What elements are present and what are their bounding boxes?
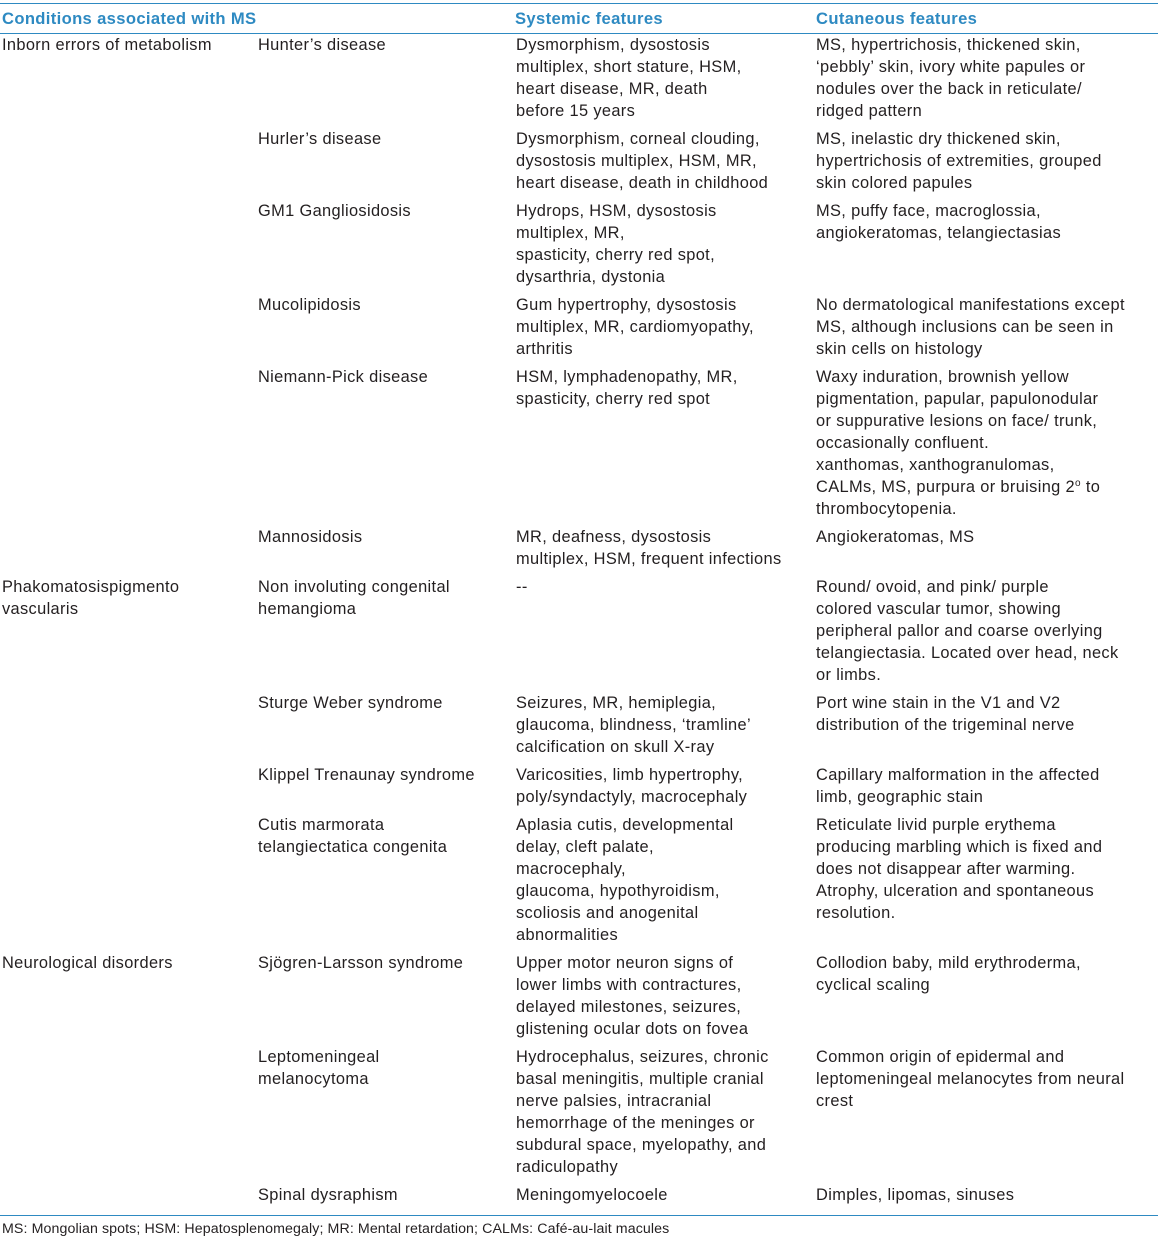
table-row [0,526,1158,576]
condition-cell: Niemann-Pick disease [258,368,429,386]
group-name-cell [0,526,256,576]
group-name-cell: Phakomatosispigmento vascularis [2,578,180,618]
cutaneous-features-cell: Collodion baby, mild erythroderma, cyclical scaling [816,954,1081,994]
header-conditions: Conditions associated with MS [0,4,514,34]
cutaneous-features-cell: MS, inelastic dry thickened skin, hypertrichosis of extremities, grouped skin colored papules [816,130,1102,192]
systemic-features-cell: Seizures, MR, hemiplegia, glaucoma, blindness, ‘tramline’ calcification on skull X-ray [516,694,751,756]
group-name-cell [0,692,256,764]
cutaneous-features-cell: Capillary malformation in the affected limb, geographic stain [816,766,1100,806]
condition-cell: Cutis marmorata telangiectatica congenita [258,816,448,856]
cutaneous-features-cell: Reticulate livid purple erythema producing marbling which is fixed and does not disappear after warming. Atrophy, ulceration and spontaneous resolution. [816,816,1103,922]
condition-cell: Spinal dysraphism [258,1186,398,1204]
condition-cell: Hurler’s disease [258,130,382,148]
group-name-cell [0,1046,256,1184]
group-name-cell: Inborn errors of metabolism [2,36,212,54]
cutaneous-text: Waxy induration, brownish yellow pigmentation, papular, papulonodular or suppurative lesions on face/ trunk, occasionally confluent. xanthomas, xanthogranulomas, CALMs, MS, purpura or bruising 2 [816,368,1099,496]
table-footnote: MS: Mongolian spots; HSM: Hepatosplenomegaly; MR: Mental retardation; CALMs: Café-au-lait macules [2,1221,670,1237]
condition-cell: Sturge Weber syndrome [258,694,443,712]
group-name-cell [0,764,256,814]
group-name-cell [0,294,256,366]
cutaneous-features-cell: Dimples, lipomas, sinuses [816,1186,1015,1204]
table-header-row [0,4,1158,34]
table-row [0,692,1158,764]
group-name-cell [0,366,256,526]
table-row [0,1184,1158,1206]
systemic-features-cell: Hydrops, HSM, dysostosis multiplex, MR, spasticity, cherry red spot, dysarthria, dystonia [516,202,717,286]
systemic-features-cell: Aplasia cutis, developmental delay, cleft palate, macrocephaly, glaucoma, hypothyroidism, scoliosis and anogenital abnormalities [516,816,734,944]
cutaneous-features-cell: MS, puffy face, macroglossia, angiokeratomas, telangiectasias [816,202,1062,242]
table-bottom-rule [0,1215,1158,1216]
condition-cell: Non involuting congenital hemangioma [258,578,450,618]
cutaneous-text-tail: to thrombocytopenia. [816,478,1101,518]
cutaneous-features-cell: Common origin of epidermal and leptomeningeal melanocytes from neural crest [816,1048,1125,1110]
condition-cell: Sjögren-Larsson syndrome [258,954,464,972]
table-row [0,200,1158,294]
table-row [0,34,1158,129]
condition-cell: Mucolipidosis [258,296,361,314]
table-row [0,814,1158,952]
condition-cell: Klippel Trenaunay syndrome [258,766,475,784]
table-row [0,764,1158,814]
table-row [0,128,1158,200]
cutaneous-features-cell [814,366,1158,526]
condition-cell: Hunter’s disease [258,36,386,54]
systemic-features-cell: Dysmorphism, corneal clouding, dysostosis multiplex, HSM, MR, heart disease, death in childhood [516,130,769,192]
cutaneous-features-cell: Round/ ovoid, and pink/ purple colored vascular tumor, showing peripheral pallor and coarse overlying telangiectasia. Located over head, neck or limbs. [816,578,1119,684]
systemic-features-cell: Hydrocephalus, seizures, chronic basal meningitis, multiple cranial nerve palsies, intracranial hemorrhage of the meninges or subdural space, myelopathy, and radiculopathy [516,1048,769,1176]
header-cutaneous-features: Cutaneous features [814,4,1158,34]
table-row [0,294,1158,366]
table-row [0,366,1158,526]
group-name-cell [0,814,256,952]
header-systemic-features: Systemic features [514,4,814,34]
group-name-cell [0,1184,256,1206]
systemic-features-cell: Gum hypertrophy, dysostosis multiplex, MR, cardiomyopathy, arthritis [516,296,754,358]
cutaneous-features-cell: Port wine stain in the V1 and V2 distribution of the trigeminal nerve [816,694,1075,734]
systemic-features-cell: Dysmorphism, dysostosis multiplex, short stature, HSM, heart disease, MR, death before 15 years [516,36,742,120]
condition-cell: Leptomeningeal melanocytoma [258,1048,380,1088]
group-name-cell: Neurological disorders [2,954,173,972]
systemic-features-cell: MR, deafness, dysostosis multiplex, HSM, frequent infections [516,528,782,568]
condition-cell: GM1 Gangliosidosis [258,202,411,220]
superscript-degree: o [1075,478,1081,489]
cutaneous-features-cell: MS, hypertrichosis, thickened skin, ‘pebbly’ skin, ivory white papules or nodules over the back in reticulate/ ridged pattern [816,36,1086,120]
systemic-features-cell: HSM, lymphadenopathy, MR, spasticity, cherry red spot [516,368,738,408]
table-row [0,576,1158,692]
systemic-features-cell: -- [516,578,528,596]
table-row [0,1046,1158,1184]
systemic-features-cell: Varicosities, limb hypertrophy, poly/syndactyly, macrocephaly [516,766,748,806]
group-name-cell [0,200,256,294]
cutaneous-features-cell: Angiokeratomas, MS [816,528,975,546]
group-name-cell [0,128,256,200]
table-row [0,952,1158,1046]
cutaneous-features-cell: No dermatological manifestations except MS, although inclusions can be seen in skin cells on histology [816,296,1125,358]
condition-cell: Mannosidosis [258,528,363,546]
conditions-table [0,3,1158,1206]
systemic-features-cell: Upper motor neuron signs of lower limbs with contractures, delayed milestones, seizures, glistening ocular dots on fovea [516,954,749,1038]
table-body [0,34,1158,1207]
systemic-features-cell: Meningomyelocoele [516,1186,668,1204]
